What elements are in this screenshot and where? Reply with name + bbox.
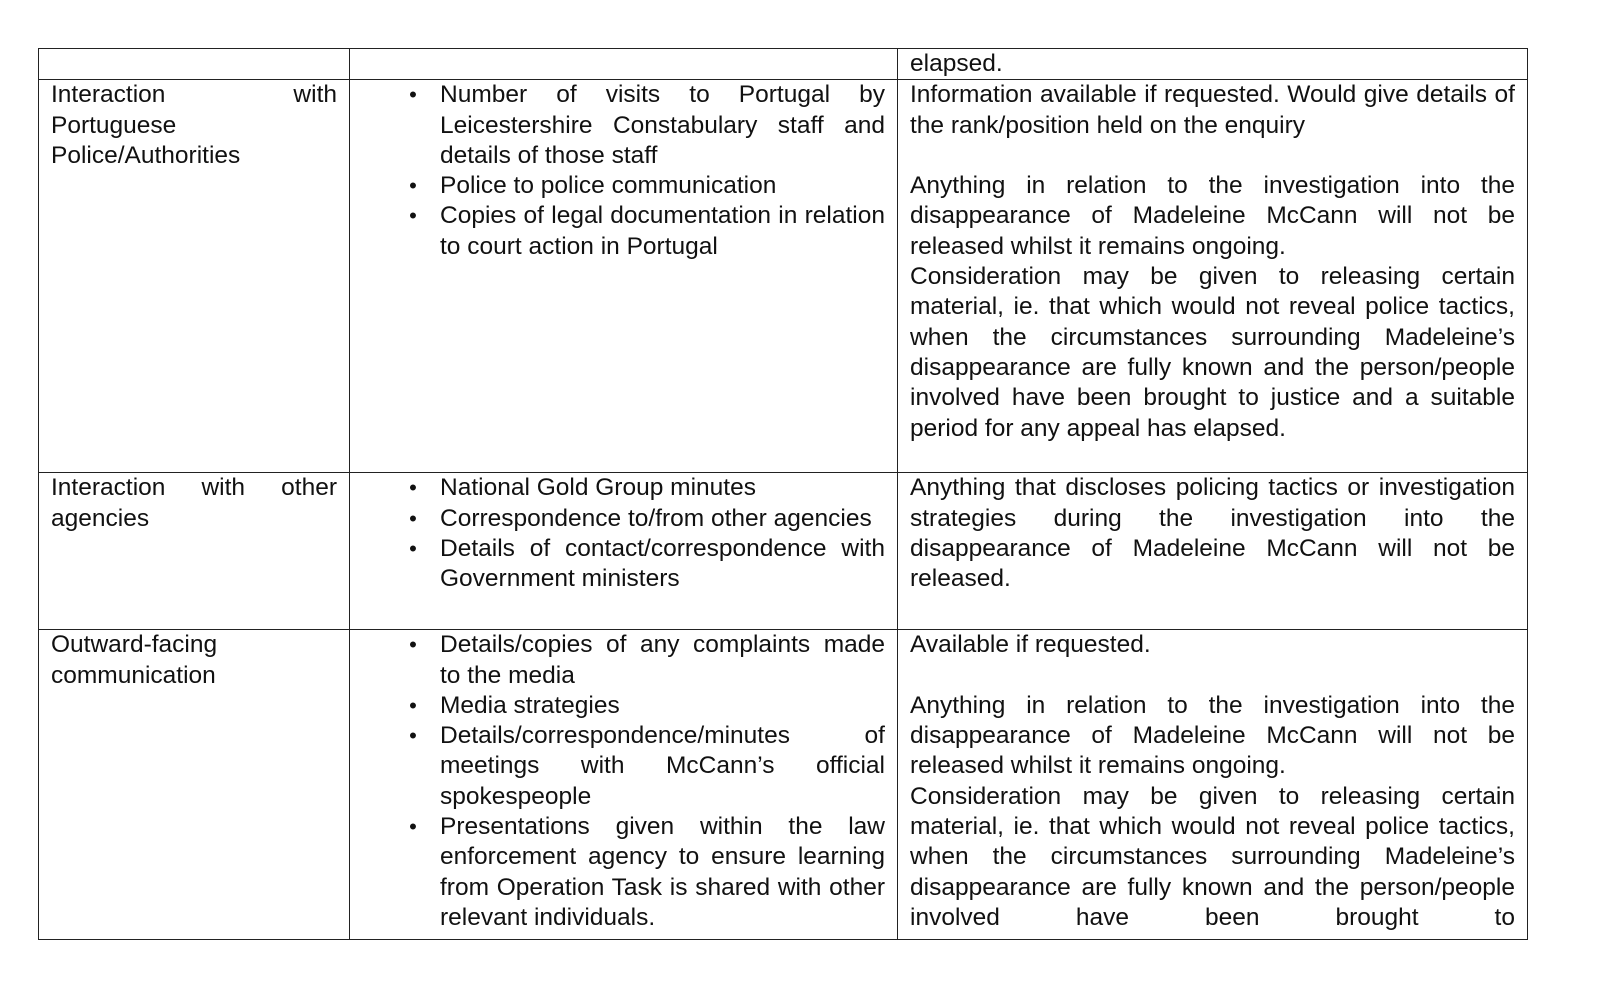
- category-line: Portuguese: [51, 111, 177, 139]
- category-cell: [39, 630, 350, 940]
- response-cell: [898, 473, 1528, 630]
- bullet-icon: [403, 534, 423, 564]
- list-item: • Details/copies of any complaints made to the media: [362, 630, 885, 691]
- bullet-icon: [403, 80, 423, 110]
- category-line: Police/Authorities: [51, 141, 241, 169]
- bullet-icon: [403, 721, 423, 751]
- bullet-icon: [403, 504, 423, 534]
- list-item: • Details/correspondence/minutes of meetings with McCann’s official spokespeople: [362, 721, 885, 812]
- list-item: • National Gold Group minutes: [362, 473, 885, 503]
- paragraph-gap: [910, 141, 1515, 171]
- table-row: [39, 630, 1528, 940]
- response-paragraph: Anything in relation to the investigation into the disappearance of Madeleine McCann will not be released whilst it remains ongoing.: [910, 172, 1515, 260]
- items-cell: [350, 473, 898, 630]
- response-content: [910, 630, 1515, 938]
- response-paragraph: Consideration may be given to releasing certain material, ie. that which would not reveal police tactics, when the circumstances surrounding Madeleine’s disappearance are fully known and the person/people involved have been brought to justice and a suitable period for any appeal has elapsed.: [910, 263, 1515, 442]
- category-cell: [39, 80, 350, 473]
- bullet-icon: [403, 201, 423, 231]
- bullet-icon: [403, 171, 423, 201]
- list-item: • Presentations given within the law enforcement agency to ensure learning from Operation Task is shared with other relevant individuals.: [362, 812, 885, 933]
- bullet-icon: [403, 812, 423, 842]
- items-list: [362, 473, 885, 594]
- items-cell: [350, 630, 898, 940]
- bullet-icon: [403, 630, 423, 660]
- list-item: • Correspondence to/from other agencies: [362, 504, 885, 534]
- category-text: Interaction with other agencies: [51, 474, 337, 532]
- bullet-icon: [403, 691, 423, 721]
- items-cell: [350, 80, 898, 473]
- response-paragraph: Anything in relation to the investigation into the disappearance of Madeleine McCann will not be released whilst it remains ongoing.: [910, 691, 1515, 780]
- response-paragraph: Available if requested.: [910, 631, 1151, 659]
- response-paragraph: Information available if requested. Would give details of the rank/position held on the enquiry: [910, 81, 1515, 139]
- table-row: [39, 80, 1528, 473]
- category-cell: [39, 473, 350, 630]
- category-cell: [39, 49, 350, 80]
- disclosure-table: [38, 48, 1528, 940]
- response-cell: [898, 80, 1528, 473]
- category-text: Outward-facing communication: [51, 631, 218, 689]
- bullet-icon: [403, 473, 423, 503]
- table-row: [39, 473, 1528, 630]
- list-item: • Details of contact/correspondence with Government ministers: [362, 534, 885, 595]
- category-line: Interaction with: [51, 81, 337, 109]
- paragraph-gap: [910, 661, 1515, 691]
- list-item: • Copies of legal documentation in relation to court action in Portugal: [362, 201, 885, 262]
- list-item: • Number of visits to Portugal by Leicestershire Constabulary staff and details of those staff: [362, 80, 885, 171]
- response-paragraph: Anything that discloses policing tactics or investigation strategies during the investigation into the disappearance of Madeleine McCann will not be released.: [910, 474, 1515, 593]
- items-list: [362, 630, 885, 933]
- response-paragraph: Consideration may be given to releasing certain material, ie. that which would not reveal police tactics, when the circumstances surrounding Madeleine’s disappearance are fully known and the person/people involved have been brought to: [910, 782, 1515, 931]
- response-cell: [898, 49, 1528, 80]
- response-paragraph: elapsed.: [910, 50, 1003, 77]
- list-item: • Media strategies: [362, 691, 885, 721]
- items-cell: [350, 49, 898, 80]
- table-row: [39, 49, 1528, 80]
- response-cell: [898, 630, 1528, 940]
- items-list: [362, 80, 885, 262]
- list-item: • Police to police communication: [362, 171, 885, 201]
